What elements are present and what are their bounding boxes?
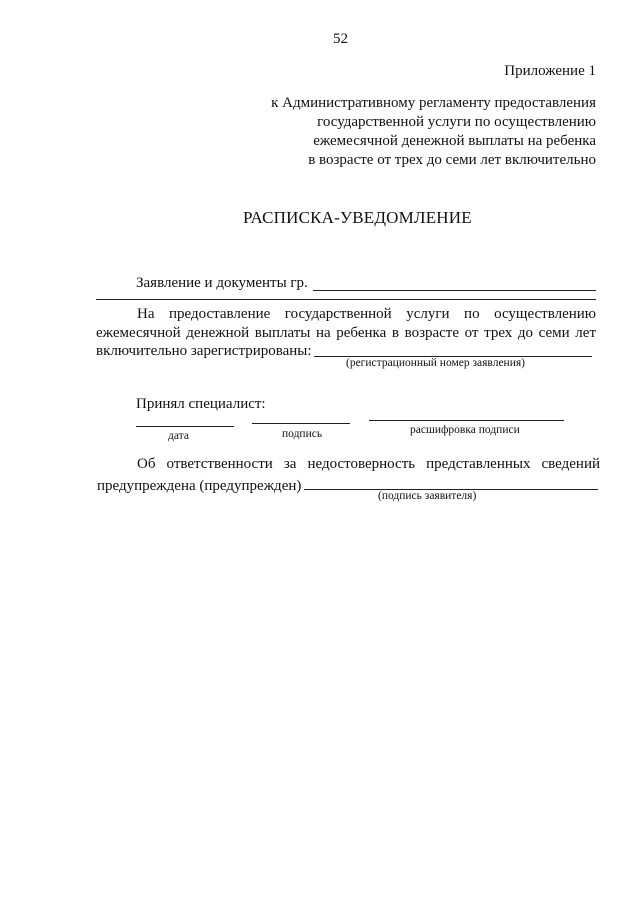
specialist-label: Принял специалист: — [136, 396, 266, 412]
appendix-line-4: в возрасте от трех до семи лет включительно — [308, 152, 596, 168]
signature-caption: подпись — [282, 428, 323, 440]
date-caption: дата — [168, 430, 189, 442]
appendix-title: Приложение 1 — [504, 63, 596, 79]
signature-decoding-line — [369, 420, 564, 421]
signature-line — [252, 423, 350, 424]
date-line — [136, 426, 234, 427]
receipt-line-3: включительно зарегистрированы: — [96, 343, 312, 359]
applicant-name-line — [313, 290, 596, 291]
receipt-line-2: ежемесячной денежной выплаты на ребенка в возрасте от трех до семи лет — [96, 325, 596, 341]
registration-number-caption: (регистрационный номер заявления) — [346, 357, 525, 369]
receipt-intro: Заявление и документы гр. — [136, 275, 308, 291]
appendix-line-3: ежемесячной денежной выплаты на ребенка — [313, 133, 596, 149]
applicant-name-continuation-line — [96, 299, 596, 300]
warning-line-2: предупреждена (предупрежден) — [97, 478, 302, 494]
signature-decoding-caption: расшифровка подписи — [410, 424, 520, 436]
appendix-line-1: к Административному регламенту предоставления — [271, 95, 596, 111]
applicant-signature-caption: (подпись заявителя) — [378, 490, 477, 502]
document-title: РАСПИСКА-УВЕДОМЛЕНИЕ — [243, 208, 472, 227]
receipt-line-1: На предоставление государственной услуги по осуществлению — [137, 306, 596, 322]
page-number: 52 — [333, 31, 348, 47]
appendix-line-2: государственной услуги по осуществлению — [317, 114, 596, 130]
warning-line-1: Об ответственности за недостоверность представленных сведений — [137, 456, 600, 472]
